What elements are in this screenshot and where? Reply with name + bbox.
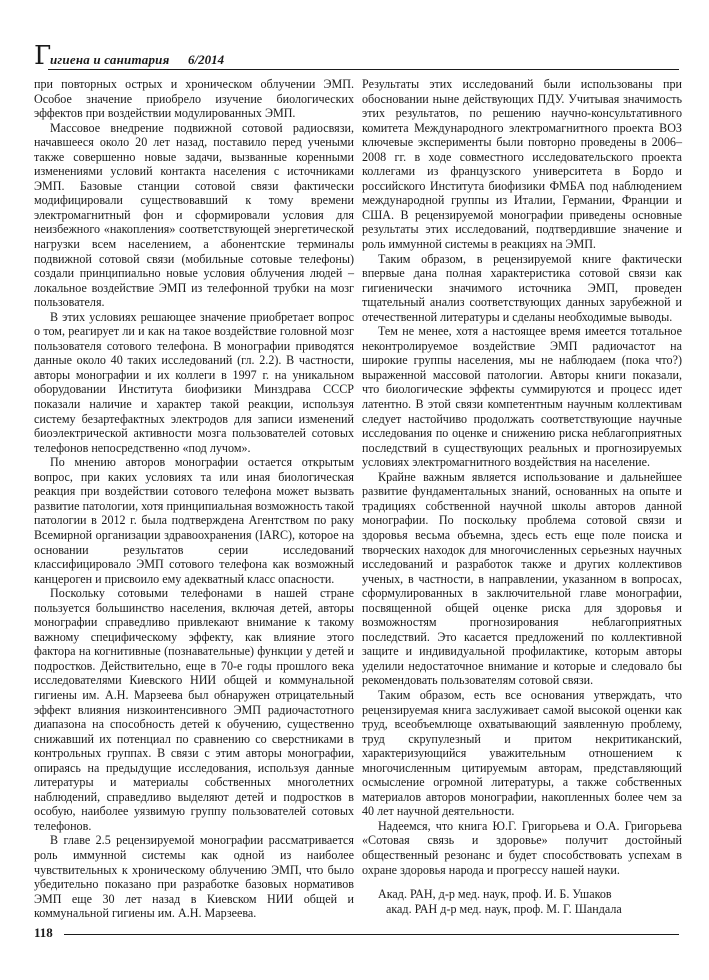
- paragraph: Крайне важным является использование и дальнейшее развитие фундаментальных знаний, основанных на опыте и традициях собственной научной школы авторов данной монографии. По поскольку проблема сотовой связи и здоровья весьма объемна, здесь есть еще поле поиска и творческих находок для многочисленных серьезных научных исследований и разработок также и других коллективов ученых, в частности, в направлении, указанном в вопросах, сформулированных в заключительной главе монографии, посвященной общей оценке риска для здоровья и возможностям прогнозирования неблагоприятных последствий. Это касается предложений по коллективной защите и индивидуальной профилактике, которым авторы уделили недостаточное внимание и которые и следовало бы рекомендовать пользователям сотовой связи.: [362, 469, 682, 688]
- paragraph: Надеемся, что книга Ю.Г. Григорьева и О.А. Григорьева «Сотовая связь и здоровье» получит достойный общественный резонанс и будет способствовать успехам в охране здоровья народа и прогрессу нашей науки.: [362, 818, 682, 877]
- paragraph: Таким образом, в рецензируемой книге фактически впервые дана полная характеристика сотовой связи как гигиенически значимого источника ЭМП, проведен тщательный анализ соответствующих данных зарубежной и отечественной литературы и сделаны необходимые выводы.: [362, 251, 682, 324]
- header-rule: [48, 69, 679, 70]
- left-column: [34, 77, 354, 921]
- paragraph: Тем не менее, хотя а настоящее время имеется тотальное неконтролируемое воздействие ЭМП радиочастот на широкие группы населения, мы не наблюдаем (пока что?) выраженной массовой патологии. Авторы книги показали, что биологические эффекты суммируются и процесс идет латентно. В этой связи компетентным научным коллективам следует настойчиво продолжать соответствующие научные исследования по оценке и снижению риска неблагоприятных последствий в существующих реальных и прогнозируемых условиях электромагнитного воздействия на население.: [362, 324, 682, 470]
- paragraph: По мнению авторов монографии остается открытым вопрос, при каких условиях та или иная биологическая реакция при воздействии сотового телефона может вызвать развитие патологии, хотя принципиальная возможность такой патологии в 2012 г. была подтверждена Агентством по раку Всемирной организации здравоохранения (IARC), которое на основании результатов серии исследований классифицировало ЭМП сотового телефона как возможный канцероген и присвоило ему адекватный класс опасности.: [34, 455, 354, 586]
- paragraph: Поскольку сотовыми телефонами в нашей стране пользуется большинство населения, включая детей, авторы монографии справедливо привлекают внимание к такому важному специфическому эффекту, как влияние этого фактора на когнитивные (познавательные) функции у детей и подростков. Действительно, еще в 70-е годы прошлого века исследователями Киевского НИИ общей и коммунальной гигиены им. А.Н. Марзеева был обнаружен отрицательный эффект влияния низкоинтенсивного ЭМП радиочастотного диапазона на способность детей к обучению, существенно снижавший их потенциал по сравнению со сверстниками в контрольных группах. В связи с этим авторы монографии, опираясь на предыдущие исследования, используя данные литературы и материалы собственных многолетних наблюдений, справедливо выделяют детей и подростков в особую, наиболее уязвимую группу пользователей сотовых телефонов.: [34, 586, 354, 833]
- signature-line: Акад. РАН, д-р мед. наук, проф. И. Б. Ушаков: [378, 887, 612, 902]
- paragraph: при повторных острых и хроническом облучении ЭМП. Особое значение приобрело изучение биологических эффектов при воздействии модулированных ЭМП.: [34, 77, 354, 121]
- signatures: [362, 887, 682, 917]
- footer-rule: [64, 934, 679, 935]
- paragraph: В главе 2.5 рецензируемой монографии рассматривается роль иммунной системы как одной из наиболее чувствительных к хроническому облучению ЭМП, что было убедительно показано при разработке базовых нормативов ЭМП еще 30 лет назад в Киевском НИИ общей и коммунальной гигиены им. А.Н. Марзеева.: [34, 833, 354, 921]
- page-footer: [34, 925, 679, 945]
- paragraph: В этих условиях решающее значение приобретает вопрос о том, реагирует ли и как на такое воздействие головной мозг пользователя сотового телефона. В монографии приводятся данные около 40 таких исследований (гл. 2.2). В частности, авторы монографии и их коллеги в 1997 г. на уникальном оборудовании Института биофизики Минздрава СССР показали наличие и характер такой реакции, используя систему безартефактных электродов для записи изменений биоэлектрической активности мозга пользователей сотовых телефонов непосредственно «под лучом».: [34, 309, 354, 455]
- running-header: [34, 40, 679, 70]
- journal-title-initial: Г: [34, 41, 52, 71]
- paragraph: Массовое внедрение подвижной сотовой радиосвязи, начавшееся около 20 лет назад, поставило перед учеными также совершенно новые задачи, вызванные коренными изменениями условий контакта населения с источниками ЭМП. Базовые станции сотовой связи фактически модифицировали существовавший к тому времени электромагнитный фон и сформировали условия для неизбежного «накопления» соответствующей энергетической нагрузки всем населением, а абонентские терминалы подвижной сотовой связи (мобильные сотовые телефоны) создали принципиально новые условия облучения людей – локальное воздействие ЭМП из телефонной трубки на мозг пользователя.: [34, 120, 354, 310]
- paragraph: Таким образом, есть все основания утверждать, что рецензируемая книга заслуживает самой высокой оценки как труд, всеобъемлюще охватывающий заявленную проблему, труд скрупулезный и притом некритиканский, характеризующийся уважительным отношением к многочисленным цитируемым авторам, представляющий осмысление огромной литературы, а также собственных материалов авторов монографии, накопленных более чем за 40 лет научной деятельности.: [362, 687, 682, 819]
- signature-line: акад. РАН д-р мед. наук, проф. М. Г. Шандала: [386, 902, 622, 917]
- page-number: 118: [34, 925, 53, 940]
- journal-title: игиена и санитария: [50, 52, 170, 67]
- paragraph: Результаты этих исследований были использованы при обосновании ныне действующих ПДУ. Учитывая значимость этих результатов, по решению научно-консультативного комитета Международного электромагнитного проекта ВОЗ ключевые эксперименты были повторно проведены в 2006–2008 гг. в ходе совместного исследовательского проекта коллегами из французского университета в Бордо и российского Института биофизики ФМБА под наблюдением международной группы из Италии, Германии, Франции и США. В рецензируемой монографии приведены основные результаты этих исследований, подтвердившие значение и роль иммунной системы в реакциях на ЭМП.: [362, 77, 682, 252]
- issue-number: 6/2014: [188, 52, 225, 67]
- right-column: [362, 77, 682, 917]
